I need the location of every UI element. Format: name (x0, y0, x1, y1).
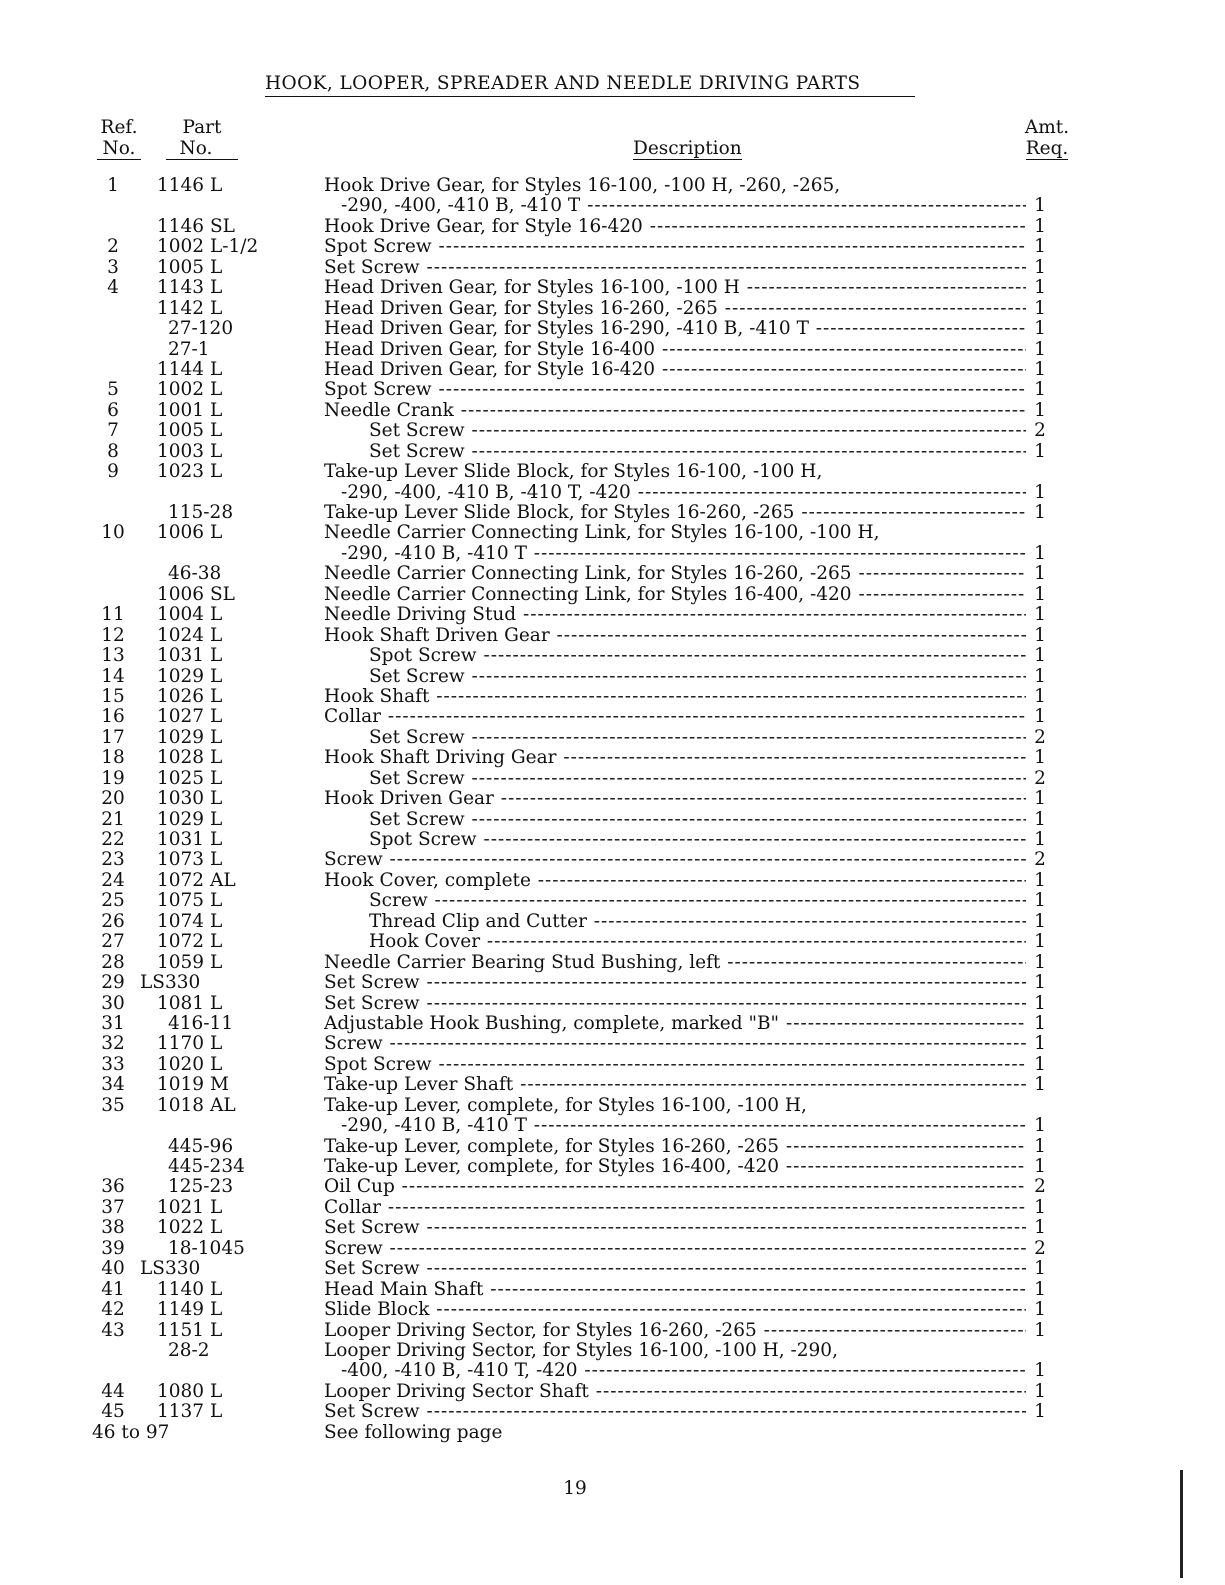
ref-no-cell: 43 (101, 1319, 125, 1341)
description-cell: Thread Clip and Cutter ----- (369, 912, 1026, 932)
table-row (0, 953, 1225, 973)
description-cell: Oil Cup ----- (324, 1177, 1026, 1197)
part-no-cell: LS330 (140, 1258, 201, 1280)
description-cell: Set Screw ----- (369, 810, 1026, 830)
amount-cell: 1 (1034, 1033, 1046, 1055)
amount-cell: 1 (1034, 215, 1046, 237)
amount-cell: 1 (1034, 256, 1046, 278)
amount-cell: 1 (1034, 440, 1046, 462)
table-row (0, 1116, 1225, 1136)
amount-cell: 1 (1034, 542, 1046, 564)
amount-cell: 1 (1034, 685, 1046, 707)
part-no-cell: LS330 (140, 972, 201, 994)
amount-cell: 1 (1034, 1278, 1046, 1300)
ref-no-cell: 20 (101, 788, 125, 810)
part-no-cell: 1072 AL (157, 869, 236, 891)
amt-req-header (1016, 117, 1078, 160)
description-cell: See following page (324, 1422, 503, 1443)
amount-cell: 1 (1034, 1380, 1046, 1402)
table-row (0, 994, 1225, 1014)
amount-cell: 1 (1034, 297, 1046, 319)
description-cell: -290, -410 B, -410 T ----- (341, 1116, 1026, 1136)
part-no-cell: 1028 L (157, 747, 223, 769)
amount-cell: 1 (1034, 502, 1046, 523)
part-no-cell: 1023 L (157, 461, 223, 483)
description-cell: Spot Screw ----- (324, 1055, 1026, 1075)
description-cell: Needle Crank ----- (324, 401, 1026, 421)
description-cell: Screw ----- (369, 891, 1026, 911)
part-no-cell: 1081 L (157, 992, 223, 1014)
amount-cell: 1 (1034, 1319, 1046, 1341)
ref-no-cell: 33 (101, 1053, 125, 1075)
description-cell: Hook Cover, complete ----- (324, 871, 1026, 891)
part-no-cell: 1080 L (157, 1380, 223, 1402)
table-row (0, 830, 1225, 850)
part-no-header (158, 117, 246, 160)
description-cell: Looper Driving Sector Shaft ----- (324, 1382, 1026, 1402)
table-row (0, 523, 1225, 543)
description-cell: Set Screw ----- (324, 1259, 1026, 1279)
amount-cell: 1 (1034, 1135, 1046, 1157)
table-row (0, 421, 1225, 441)
table-row (0, 871, 1225, 891)
description-cell: Set Screw ----- (369, 769, 1026, 789)
table-row (0, 217, 1225, 237)
table-row (0, 1014, 1225, 1034)
amount-cell: 1 (1034, 195, 1046, 217)
table-row (0, 1055, 1225, 1075)
table-row (0, 1157, 1225, 1177)
ref-no-cell: 3 (107, 256, 119, 278)
table-row (0, 912, 1225, 932)
table-row (0, 687, 1225, 707)
description-cell: Set Screw ----- (369, 442, 1026, 462)
description-cell: Spot Screw ----- (324, 237, 1026, 257)
part-no-cell: 1170 L (157, 1033, 223, 1055)
amount-cell: 1 (1034, 972, 1046, 994)
ref-no-cell: 37 (101, 1196, 125, 1218)
table-row (0, 360, 1225, 380)
ref-no-cell: 34 (101, 1074, 125, 1096)
ref-no-cell: 4 (107, 277, 119, 299)
description-cell: -290, -400, -410 B, -410 T, -420 ----- (341, 483, 1026, 503)
table-row (0, 1402, 1225, 1422)
part-no-cell: 1140 L (157, 1278, 223, 1300)
ref-no-cell: 7 (107, 420, 119, 442)
part-no-cell: 1149 L (157, 1299, 223, 1321)
part-no-cell: 1018 AL (157, 1094, 236, 1116)
ref-no-cell: 44 (101, 1380, 125, 1402)
part-no-cell: 1144 L (157, 358, 223, 380)
amount-cell: 1 (1034, 563, 1046, 585)
amount-cell: 2 (1034, 726, 1046, 748)
table-row (0, 1075, 1225, 1095)
ref-no-cell: 39 (101, 1237, 125, 1259)
description-cell: Collar ----- (324, 707, 1026, 727)
amount-cell: 2 (1034, 767, 1046, 789)
ref-no-cell: 6 (107, 399, 119, 421)
amount-cell: 1 (1034, 992, 1046, 1014)
amount-cell: 1 (1034, 399, 1046, 421)
part-no-cell: 1143 L (157, 277, 223, 299)
part-no-cell: 1006 L (157, 522, 223, 544)
table-row (0, 891, 1225, 911)
amount-cell: 1 (1034, 338, 1046, 360)
description-cell: Screw ----- (324, 1034, 1026, 1054)
amount-cell: 1 (1034, 379, 1046, 401)
table-row (0, 626, 1225, 646)
table-row (0, 564, 1225, 584)
page-number: 19 (563, 1478, 587, 1499)
ref-no-cell: 46 to 97 (92, 1421, 170, 1443)
part-no-cell: 1075 L (157, 890, 223, 912)
table-row (0, 667, 1225, 687)
description-cell: Set Screw ----- (324, 258, 1026, 278)
amount-cell: 1 (1034, 318, 1046, 340)
table-row (0, 442, 1225, 462)
ref-no-cell: 30 (101, 992, 125, 1014)
part-no-cell: 1031 L (157, 829, 223, 850)
description-header (633, 138, 742, 160)
part-no-cell: 1002 L (157, 379, 223, 401)
part-no-cell: 28-2 (168, 1339, 210, 1361)
description-cell: Slide Block ----- (324, 1300, 1026, 1320)
ref-no-cell: 23 (101, 849, 125, 871)
description-cell: Set Screw ----- (369, 421, 1026, 441)
table-row (0, 237, 1225, 257)
part-no-cell: 1019 M (157, 1074, 229, 1096)
part-no-cell: 1026 L (157, 685, 223, 707)
table-row (0, 483, 1225, 503)
description-cell: Take-up Lever Shaft ----- (324, 1075, 1026, 1095)
amount-cell: 1 (1034, 1115, 1046, 1137)
part-header-line1: Part (182, 117, 222, 138)
description-cell: Screw ----- (324, 850, 1026, 870)
ref-no-cell: 24 (101, 869, 125, 891)
amt-header-line1: Amt. (1024, 117, 1070, 138)
table-row (0, 258, 1225, 278)
table-row (0, 299, 1225, 319)
amount-cell: 2 (1034, 1237, 1046, 1259)
ref-no-cell: 12 (101, 624, 125, 646)
part-no-cell: 1030 L (157, 788, 223, 810)
amount-cell: 1 (1034, 645, 1046, 667)
description-cell: -290, -400, -410 B, -410 T ----- (341, 196, 1026, 216)
amount-cell: 1 (1034, 1156, 1046, 1177)
part-no-cell: 445-234 (168, 1156, 245, 1177)
ref-no-cell: 25 (101, 890, 125, 912)
part-no-cell: 1029 L (157, 726, 223, 748)
part-no-cell: 1031 L (157, 645, 223, 667)
description-cell: Hook Shaft ----- (324, 687, 1026, 707)
amount-cell: 1 (1034, 1360, 1046, 1382)
ref-no-cell: 22 (101, 829, 125, 850)
part-no-cell: 1004 L (157, 604, 223, 626)
description-cell: Set Screw ----- (324, 994, 1026, 1014)
table-row (0, 1034, 1225, 1054)
part-no-cell: 1005 L (157, 420, 223, 442)
table-row (0, 503, 1225, 523)
ref-no-cell: 21 (101, 808, 125, 830)
table-row (0, 176, 1225, 196)
part-no-cell: 1142 L (157, 297, 223, 319)
part-no-cell: 1072 L (157, 931, 223, 953)
part-no-cell: 1003 L (157, 440, 223, 462)
description-cell: Take-up Lever Slide Block, for Styles 16-100, -100 H, (324, 462, 823, 483)
part-no-cell: 27-120 (168, 318, 234, 340)
description-cell: Take-up Lever, complete, for Styles 16-100, -100 H, (324, 1095, 807, 1116)
description-cell: Head Driven Gear, for Styles 16-260, -265 ----- (324, 299, 1026, 319)
ref-no-cell: 17 (101, 726, 125, 748)
table-row (0, 707, 1225, 727)
table-row (0, 1321, 1225, 1341)
table-row (0, 973, 1225, 993)
amount-cell: 1 (1034, 788, 1046, 810)
amount-cell: 1 (1034, 1053, 1046, 1075)
ref-no-cell: 16 (101, 706, 125, 728)
part-no-cell: 416-11 (168, 1012, 234, 1034)
table-row (0, 1300, 1225, 1320)
part-no-cell: 1025 L (157, 767, 223, 789)
table-row (0, 850, 1225, 870)
ref-no-cell: 27 (101, 931, 125, 953)
table-row (0, 1382, 1225, 1402)
ref-no-cell: 1 (107, 175, 119, 196)
table-row (0, 319, 1225, 339)
amount-cell: 1 (1034, 236, 1046, 258)
description-cell: -400, -410 B, -410 T, -420 ----- (341, 1361, 1026, 1381)
ref-no-cell: 2 (107, 236, 119, 258)
description-cell: Needle Carrier Connecting Link, for Styles 16-260, -265 ----- (324, 564, 1026, 584)
part-no-cell: 46-38 (168, 563, 222, 585)
part-no-cell: 1005 L (157, 256, 223, 278)
amount-cell: 1 (1034, 890, 1046, 912)
page-title: HOOK, LOOPER, SPREADER AND NEEDLE DRIVING PARTS (265, 73, 915, 97)
part-no-cell: 1027 L (157, 706, 223, 728)
ref-no-header (94, 117, 144, 160)
amount-cell: 1 (1034, 358, 1046, 380)
part-no-cell: 1020 L (157, 1053, 223, 1075)
table-row (0, 544, 1225, 564)
table-row (0, 1218, 1225, 1238)
part-no-cell: 1024 L (157, 624, 223, 646)
ref-no-cell: 13 (101, 645, 125, 667)
ref-no-cell: 45 (101, 1401, 125, 1423)
ref-no-cell: 32 (101, 1033, 125, 1055)
description-cell: Set Screw ----- (369, 728, 1026, 748)
amount-cell: 1 (1034, 1074, 1046, 1096)
amount-cell: 1 (1034, 604, 1046, 626)
description-cell: Needle Carrier Connecting Link, for Styles 16-400, -420 ----- (324, 585, 1026, 605)
amount-cell: 1 (1034, 931, 1046, 953)
part-no-cell: 1074 L (157, 910, 223, 932)
description-header-label: Description (633, 138, 742, 159)
part-header-line2: No. (166, 138, 239, 160)
description-cell: Hook Drive Gear, for Styles 16-100, -100 H, -260, -265, (324, 176, 841, 196)
table-row (0, 789, 1225, 809)
table-row (0, 380, 1225, 400)
table-row (0, 932, 1225, 952)
description-cell: Set Screw ----- (369, 667, 1026, 687)
description-cell: Needle Driving Stud ----- (324, 605, 1026, 625)
description-cell: Collar ----- (324, 1198, 1026, 1218)
amount-cell: 1 (1034, 1299, 1046, 1321)
table-row (0, 340, 1225, 360)
part-no-cell: 1006 SL (157, 583, 235, 605)
ref-header-line2: No. (97, 138, 142, 160)
description-cell: Hook Cover ----- (369, 932, 1026, 952)
amount-cell: 1 (1034, 808, 1046, 830)
part-no-cell: 1001 L (157, 399, 223, 421)
amount-cell: 1 (1034, 910, 1046, 932)
table-row (0, 728, 1225, 748)
part-no-cell: 1146 L (157, 175, 223, 196)
ref-no-cell: 5 (107, 379, 119, 401)
description-cell: Hook Shaft Driven Gear ----- (324, 626, 1026, 646)
description-cell: Head Main Shaft ----- (324, 1280, 1026, 1300)
table-row (0, 1259, 1225, 1279)
description-cell: Adjustable Hook Bushing, complete, marked "B" ----- (324, 1014, 1026, 1034)
amount-cell: 1 (1034, 1401, 1046, 1423)
table-row (0, 278, 1225, 298)
amount-cell: 1 (1034, 706, 1046, 728)
ref-no-cell: 19 (101, 767, 125, 789)
part-no-cell: 1073 L (157, 849, 223, 871)
part-no-cell: 1022 L (157, 1217, 223, 1239)
ref-no-cell: 9 (107, 461, 119, 483)
part-no-cell: 125-23 (168, 1176, 234, 1198)
part-no-cell: 18-1045 (168, 1237, 245, 1259)
table-row (0, 585, 1225, 605)
description-cell: Set Screw ----- (324, 973, 1026, 993)
description-cell: Head Driven Gear, for Style 16-400 ----- (324, 340, 1026, 360)
ref-no-cell: 18 (101, 747, 125, 769)
table-row (0, 1423, 1225, 1443)
table-row (0, 1096, 1225, 1116)
table-row (0, 196, 1225, 216)
amount-cell: 1 (1034, 481, 1046, 503)
ref-no-cell: 31 (101, 1012, 125, 1034)
description-cell: Take-up Lever, complete, for Styles 16-260, -265 ----- (324, 1137, 1026, 1157)
part-no-cell: 115-28 (168, 502, 234, 523)
description-cell: Hook Driven Gear ----- (324, 789, 1026, 809)
part-no-cell: 27-1 (168, 338, 210, 360)
amount-cell: 1 (1034, 1217, 1046, 1239)
description-cell: Spot Screw ----- (369, 830, 1026, 850)
description-cell: Needle Carrier Bearing Stud Bushing, left ----- (324, 953, 1026, 973)
table-row (0, 1137, 1225, 1157)
description-cell: Take-up Lever, complete, for Styles 16-400, -420 ----- (324, 1157, 1026, 1177)
ref-no-cell: 10 (101, 522, 125, 544)
description-cell: Take-up Lever Slide Block, for Styles 16-260, -265 ----- (324, 503, 1026, 523)
table-row (0, 1198, 1225, 1218)
table-row (0, 1280, 1225, 1300)
amount-cell: 1 (1034, 624, 1046, 646)
ref-no-cell: 28 (101, 951, 125, 973)
part-no-cell: 1137 L (157, 1401, 223, 1423)
ref-no-cell: 26 (101, 910, 125, 932)
ref-no-cell: 36 (101, 1176, 125, 1198)
amount-cell: 1 (1034, 1196, 1046, 1218)
amount-cell: 1 (1034, 665, 1046, 687)
part-no-cell: 1146 SL (157, 215, 235, 237)
description-cell: -290, -410 B, -410 T ----- (341, 544, 1026, 564)
scan-edge-mark (1180, 1470, 1183, 1578)
part-no-cell: 445-96 (168, 1135, 234, 1157)
amount-cell: 1 (1034, 951, 1046, 973)
part-no-cell: 1059 L (157, 951, 223, 973)
ref-no-cell: 14 (101, 665, 125, 687)
part-no-cell: 1029 L (157, 665, 223, 687)
ref-no-cell: 42 (101, 1299, 125, 1321)
table-row (0, 1341, 1225, 1361)
amount-cell: 2 (1034, 849, 1046, 871)
table-row (0, 1361, 1225, 1381)
description-cell: Looper Driving Sector, for Styles 16-260, -265 ----- (324, 1321, 1026, 1341)
description-cell: Set Screw ----- (324, 1218, 1026, 1238)
table-row (0, 646, 1225, 666)
amount-cell: 1 (1034, 1258, 1046, 1280)
description-cell: Set Screw ----- (324, 1402, 1026, 1422)
ref-no-cell: 35 (101, 1094, 125, 1116)
table-row (0, 810, 1225, 830)
table-row (0, 605, 1225, 625)
description-cell: Spot Screw ----- (369, 646, 1026, 666)
amount-cell: 2 (1034, 1176, 1046, 1198)
amount-cell: 1 (1034, 829, 1046, 850)
table-row (0, 1239, 1225, 1259)
ref-no-cell: 29 (101, 972, 125, 994)
parts-table (0, 176, 1225, 1443)
part-no-cell: 1151 L (157, 1319, 223, 1341)
amount-cell: 1 (1034, 583, 1046, 605)
amount-cell: 1 (1034, 869, 1046, 891)
description-cell: Spot Screw ----- (324, 380, 1026, 400)
part-no-cell: 1002 L-1/2 (157, 236, 259, 258)
description-cell: Hook Shaft Driving Gear ----- (324, 748, 1026, 768)
ref-no-cell: 41 (101, 1278, 125, 1300)
amount-cell: 1 (1034, 277, 1046, 299)
description-cell: Screw ----- (324, 1239, 1026, 1259)
amt-header-line2: Req. (1025, 138, 1069, 159)
description-cell: Head Driven Gear, for Styles 16-100, -100 H ----- (324, 278, 1026, 298)
table-row (0, 1177, 1225, 1197)
description-cell: Hook Drive Gear, for Style 16-420 ----- (324, 217, 1026, 237)
table-row (0, 462, 1225, 482)
ref-no-cell: 38 (101, 1217, 125, 1239)
ref-no-cell: 15 (101, 685, 125, 707)
description-cell: Head Driven Gear, for Style 16-420 ----- (324, 360, 1026, 380)
amount-cell: 1 (1034, 747, 1046, 769)
description-cell: Needle Carrier Connecting Link, for Styles 16-100, -100 H, (324, 523, 880, 544)
table-row (0, 748, 1225, 768)
description-cell: Looper Driving Sector, for Styles 16-100, -100 H, -290, (324, 1340, 838, 1361)
amount-cell: 1 (1034, 1012, 1046, 1034)
ref-no-cell: 40 (101, 1258, 125, 1280)
amount-cell: 2 (1034, 420, 1046, 442)
description-cell: Head Driven Gear, for Styles 16-290, -410 B, -410 T ----- (324, 319, 1026, 339)
part-no-cell: 1021 L (157, 1196, 223, 1218)
ref-no-cell: 8 (107, 440, 119, 462)
part-no-cell: 1029 L (157, 808, 223, 830)
ref-header-line1: Ref. (100, 117, 138, 138)
table-row (0, 401, 1225, 421)
table-row (0, 769, 1225, 789)
ref-no-cell: 11 (101, 604, 125, 626)
